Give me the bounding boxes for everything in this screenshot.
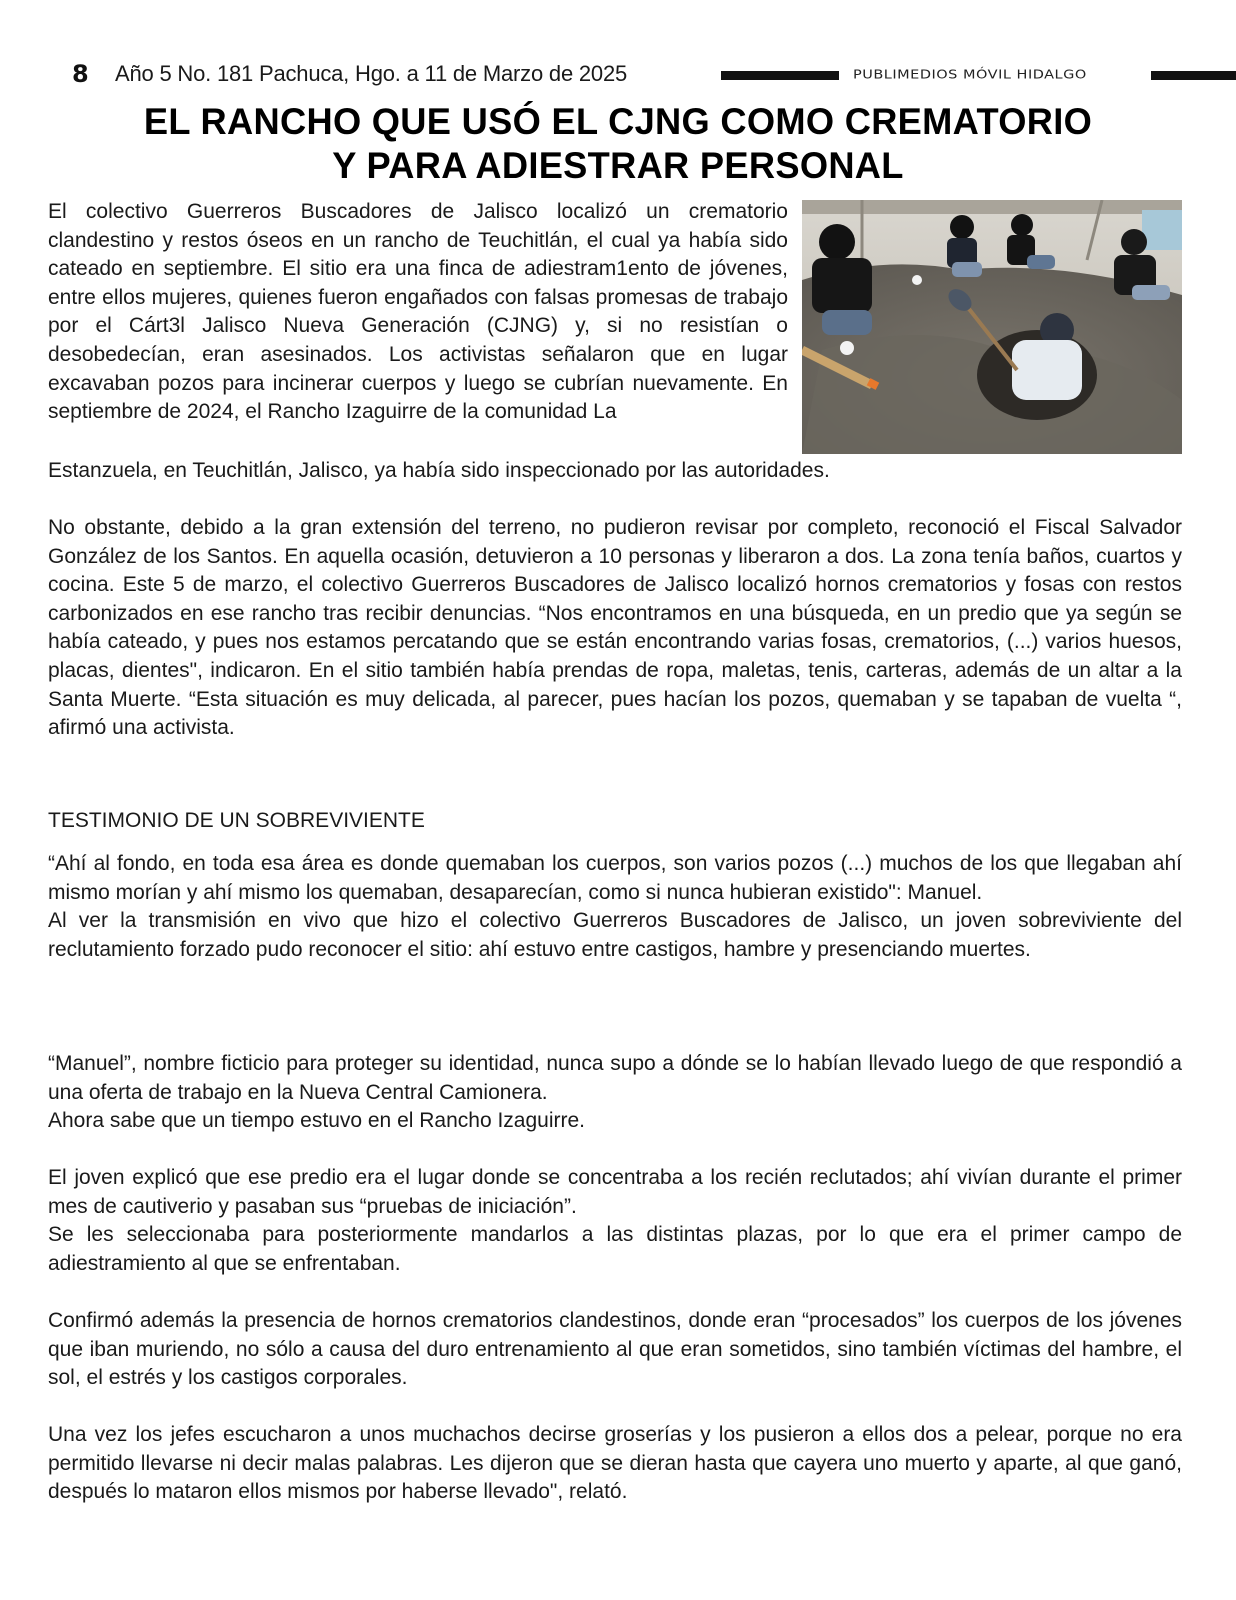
- page-number: 8: [72, 60, 89, 88]
- section-subheading: TESTIMONIO DE UN SOBREVIVIENTE: [48, 809, 425, 832]
- article-photo: [802, 200, 1182, 454]
- testimony-block-3: [48, 1164, 1182, 1278]
- article-title-line-1: EL RANCHO QUE USÓ EL CJNG COMO CREMATORIO: [143, 101, 1093, 142]
- issue-info: Año 5 No. 181 Pachuca, Hgo. a 11 de Marzo de 2025: [115, 61, 628, 86]
- testimony-block-2: [48, 1050, 1182, 1136]
- article-title: [0, 100, 1236, 188]
- body-paragraph-3a: “Ahí al fondo, en toda esa área es donde quemaban los cuerpos, son varios pozos (...) muchos de los que llegaban ahí mismo morían y ahí mismo los quemaban, desaparecían, como si nunca hubieran existido": Manuel.: [48, 852, 1182, 904]
- body-paragraph-3b: Al ver la transmisión en vivo que hizo el colectivo Guerreros Buscadores de Jalisco, un joven sobreviviente del reclutamiento forzado pudo reconocer el sitio: ahí estuvo entre castigos, hambre y presenciando muertes.: [48, 909, 1182, 961]
- body-paragraph-5a: El joven explicó que ese predio era el lugar donde se concentraba a los recién reclutados; ahí vivían durante el primer mes de cautiverio y pasaban sus “pruebas de iniciación”.: [48, 1166, 1182, 1218]
- page-header: [0, 58, 1236, 90]
- body-paragraph-4a: “Manuel”, nombre ficticio para proteger su identidad, nunca supo a dónde se lo habían llevado luego de que respondió a una oferta de trabajo en la Nueva Central Camionera.: [48, 1052, 1182, 1104]
- header-rule-right: [1151, 71, 1236, 80]
- body-paragraph-4b: Ahora sabe que un tiempo estuvo en el Rancho Izaguirre.: [48, 1109, 586, 1133]
- lead-paragraph: El colectivo Guerreros Buscadores de Jalisco localizó un crematorio clandestino y restos óseos en un rancho de Teuchitlán, el cual ya había sido cateado en septiembre. El sitio era una finca de adiestram1ento de jóvenes, entre ellos mujeres, quienes fueron engañados con falsas promesas de trabajo por el Cárt3l Jalisco Nueva Generación (CJNG) y, si no resistían o desobedecían, eran asesinados. Los activistas señalaron que en lugar excavaban pozos para incinerar cuerpos y luego se cubrían nuevamente. En septiembre de 2024, el Rancho Izaguirre de la comunidad La: [48, 200, 788, 424]
- publication-brand: PUBLIMEDIOS MÓVIL HIDALGO: [853, 68, 1087, 82]
- testimony-block-1: [48, 850, 1182, 964]
- lead-paragraph-tail: Estanzuela, en Teuchitlán, Jalisco, ya había sido inspeccionado por las autoridades.: [48, 459, 830, 482]
- photo-excavation-icon: [802, 200, 1182, 454]
- body-paragraph-2: No obstante, debido a la gran extensión del terreno, no pudieron revisar por completo, reconoció el Fiscal Salvador González de los Santos. En aquella ocasión, detuvieron a 10 personas y liberaron a dos. La zona tenía baños, cuartos y cocina. Este 5 de marzo, el colectivo Guerreros Buscadores de Jalisco localizó hornos crematorios y fosas con restos carbonizados en ese rancho tras recibir denuncias. “Nos encontramos en una búsqueda, en un predio que ya según se había cateado, y pues nos estamos percatando que se están encontrando varias fosas, crematorios, (...) varios huesos, placas, dientes", indicaron. En el sitio también había prendas de ropa, maletas, tenis, carteras, además de un altar a la Santa Muerte. “Esta situación es muy delicada, al parecer, pues hacían los pozos, quemaban y se tapaban de vuelta “, afirmó una activista.: [48, 516, 1182, 740]
- body-paragraph-7: Una vez los jefes escucharon a unos muchachos decirse groserías y los pusieron a ellos dos a pelear, porque no era permitido llevarse ni decir malas palabras. Les dijeron que se dieran hasta que cayera uno muerto y aparte, al que ganó, después lo mataron ellos mismos por haberse llevado", relató.: [48, 1423, 1182, 1504]
- body-paragraph-5b: Se les seleccionaba para posteriormente mandarlos a las distintas plazas, por lo que era el primer campo de adiestramiento al que se enfrentaban.: [48, 1223, 1182, 1275]
- header-rule-left: [721, 71, 839, 80]
- article-title-line-2: Y PARA ADIESTRAR PERSONAL: [332, 145, 904, 186]
- body-paragraph-6: Confirmó además la presencia de hornos crematorios clandestinos, donde eran “procesados” los cuerpos de los jóvenes que iban muriendo, no sólo a causa del duro entrenamiento al que eran sometidos, sino también víctimas del hambre, el sol, el estrés y los castigos corporales.: [48, 1309, 1182, 1390]
